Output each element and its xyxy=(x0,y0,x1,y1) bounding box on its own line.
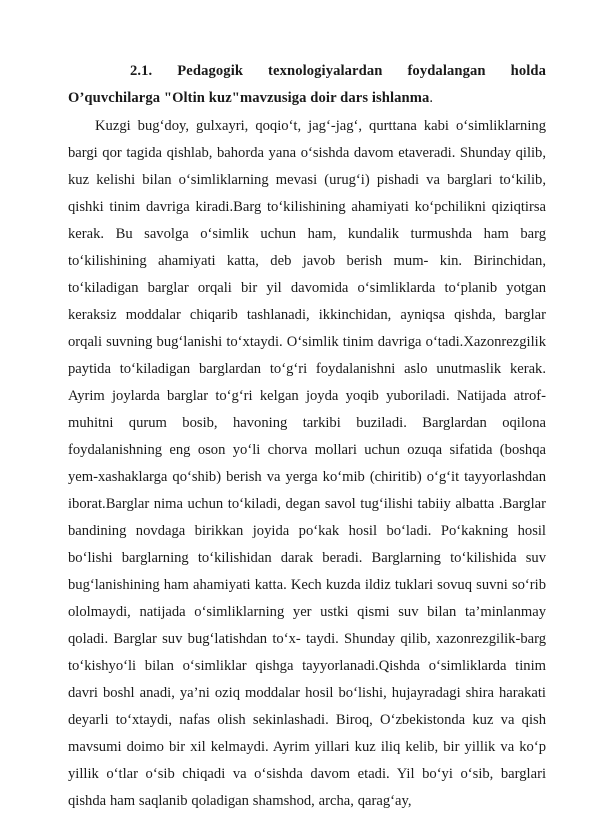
section-heading-line-one: 2.1. Pedagogik texnologiyalardan foydalangan holda O’quvchilarga xyxy=(68,63,546,106)
section-heading-line-two: "Oltin kuz"mavzusiga doir dars ishlanma xyxy=(163,90,430,106)
section-heading-period: . xyxy=(429,90,434,106)
body-paragraph: Kuzgi bug‘doy, gulxayri, qoqio‘t, jag‘-jag‘, qurttana kabi o‘simliklarning bargi qor tagida qishlab, bahorda yana o‘sishda davom etaveradi. Shunday qilib, kuz kelishi bilan o‘simliklarning mevasi (urug‘i) pishadi va barglari to‘kilib, qishki tinim davriga kiradi.Barg to‘kilishining ahamiyati ko‘pchilikni qiziqtirsa kerak. Bu savolga o‘simlik uchun ham, kundalik turmushda ham barg to‘kilishining ahamiyati katta, deb javob berish mum- kin. Birinchidan, to‘kiladigan barglar orqali bir yil davomida o‘simliklarda to‘planib yotgan keraksiz moddalar chiqarib tashlanadi, ikkinchidan, ayniqsa qishda, barglar orqali suvning bug‘lanishi to‘xtaydi. O‘simlik tinim davriga o‘tadi.Xazonrezgilik paytida to‘kiladigan barglardan to‘g‘ri foydalanishni aslo unutmaslik kerak. Ayrim joylarda barglar to‘g‘ri kelgan joyda yoqib yuboriladi. Natijada atrof-muhitni qurum bosib, havoning tarkibi buziladi. Barglardan oqilona foydalanishning eng oson yo‘li chorva mollari uchun ozuqa sifatida (boshqa yem-xashaklarga qo‘shib) berish va yerga ko‘mib (chiritib) o‘g‘it tayyorlashdan iborat.Barglar nima uchun to‘kiladi, degan savol tug‘ilishi tabiiy albatta .Barglar bandining novdaga birikkan joyida po‘kak hosil bo‘ladi. Po‘kakning hosil bo‘lishi barglarning to‘kilishidan darak beradi. Barglarning to‘kilishida suv bug‘lanishining ham ahamiyati katta. Kech kuzda ildiz tuklari sovuq suvni so‘rib ololmaydi, natijada o‘simliklarning yer ustki qismi suv bilan ta’minlanmay qoladi. Barglar suv bug‘latishdan to‘x- taydi. Shunday qilib, xazonrezgilik-barg to‘kishyo‘li bilan o‘simliklar qishga tayyorlanadi.Qishda o‘simliklarda tinim davri boshl anadi, ya’ni oziq moddalar hosil bo‘lishi, hujayradagi shira harakati deyarli to‘xtaydi, nafas olish sekinlashadi. Biroq, O‘zbekistonda kuz va qish mavsumi doimo bir xil kelmaydi. Ayrim yillari kuz iliq kelib, bir yillik va ko‘p yillik o‘tlar o‘sib chiqadi va o‘sishda davom etadi. Yil bo‘yi o‘sib, barglari qishda ham saqlanib qoladigan shamshod, archa, qarag‘ay, xyxy=(68,118,546,809)
document-text-block xyxy=(68,58,546,815)
section-heading xyxy=(68,58,546,112)
